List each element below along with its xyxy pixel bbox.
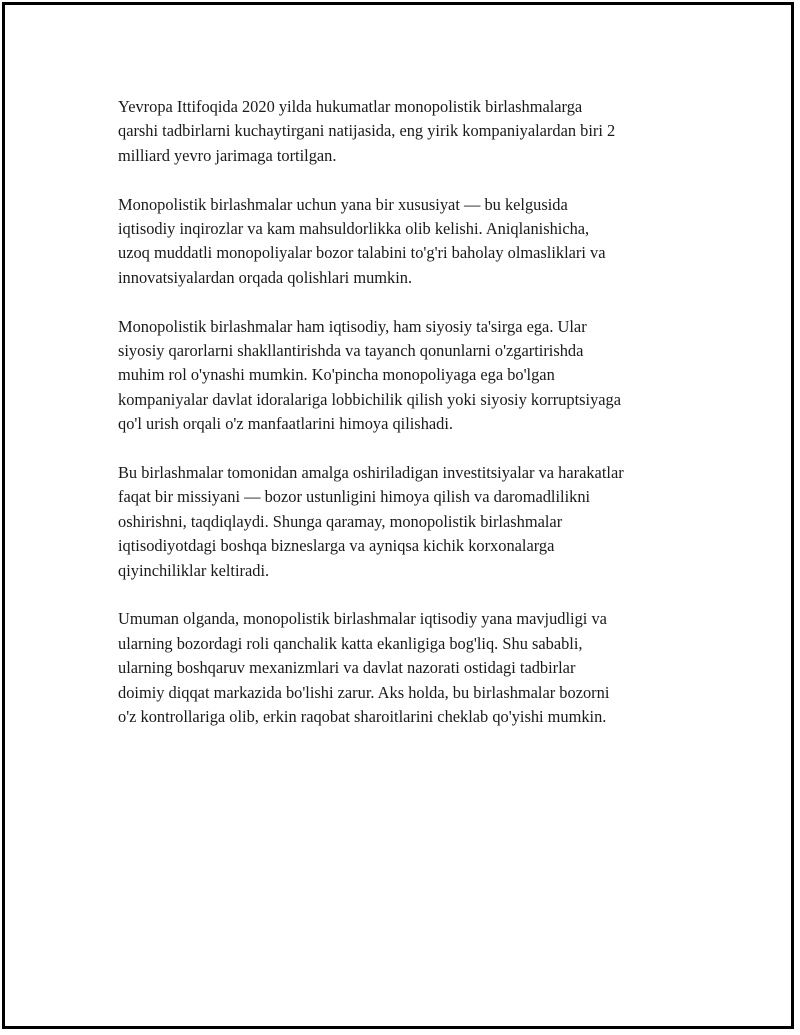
paragraph-line: oshirishni, taqdiqlaydi. Shunga qaramay, monopolistik birlashmalar <box>118 511 563 531</box>
paragraph-line: o'z kontrollariga olib, erkin raqobat sharoitlarini cheklab qo'yishi mumkin. <box>118 707 607 727</box>
paragraph-line: muhim rol o'ynashi mumkin. Ko'pincha monopoliyaga ega bo'lgan <box>118 365 555 385</box>
paragraph-line: Umuman olganda, monopolistik birlashmalar iqtisodiy yana mavjudligi va <box>118 609 607 629</box>
paragraph-2 <box>118 193 698 291</box>
paragraph-line: faqat bir missiyani — bozor ustunligini himoya qilish va daromadlilikni <box>118 487 591 507</box>
paragraph-line: ularning bozordagi roli qanchalik katta ekanligiga bog'liq. Shu sababli, <box>118 633 583 653</box>
paragraph-line: iqtisodiy inqirozlar va kam mahsuldorlikka olib kelishi. Aniqlanishicha, <box>118 219 590 239</box>
paragraph-4 <box>118 461 698 583</box>
paragraph-line: qiyinchiliklar keltiradi. <box>118 560 270 580</box>
paragraph-line: kompaniyalar davlat idoralariga lobbichilik qilish yoki siyosiy korruptsiyaga <box>118 389 622 409</box>
paragraph-line: milliard yevro jarimaga tortilgan. <box>118 145 337 165</box>
document-body <box>118 95 698 754</box>
paragraph-line: Monopolistik birlashmalar uchun yana bir xususiyat — bu kelgusida <box>118 194 568 214</box>
paragraph-1 <box>118 95 698 168</box>
paragraph-line: siyosiy qarorlarni shakllantirishda va tayanch qonunlarni o'zgartirishda <box>118 341 584 361</box>
paragraph-line: Yevropa Ittifoqida 2020 yilda hukumatlar monopolistik birlashmalarga <box>118 97 583 116</box>
paragraph-3 <box>118 315 698 437</box>
paragraph-line: ularning boshqaruv mexanizmlari va davlat nazorati ostidagi tadbirlar <box>118 658 576 678</box>
paragraph-line: Bu birlashmalar tomonidan amalga oshiriladigan investitsiyalar va harakatlar <box>118 463 624 483</box>
paragraph-line: doimiy diqqat markazida bo'lishi zarur. Aks holda, bu birlashmalar bozorni <box>118 682 610 702</box>
paragraph-line: innovatsiyalardan orqada qolishlari mumkin. <box>118 267 413 287</box>
paragraph-line: Monopolistik birlashmalar ham iqtisodiy, ham siyosiy ta'sirga ega. Ular <box>118 316 587 336</box>
paragraph-line: qo'l urish orqali o'z manfaatlarini himoya qilishadi. <box>118 414 454 434</box>
paragraph-line: uzoq muddatli monopoliyalar bozor talabini to'g'ri baholay olmasliklari va <box>118 243 606 263</box>
paragraph-line: iqtisodiyotdagi boshqa bizneslarga va ayniqsa kichik korxonalarga <box>118 536 555 556</box>
paragraph-5 <box>118 607 698 729</box>
paragraph-line: qarshi tadbirlarni kuchaytirgani natijasida, eng yirik kompaniyalardan biri 2 <box>118 121 616 141</box>
